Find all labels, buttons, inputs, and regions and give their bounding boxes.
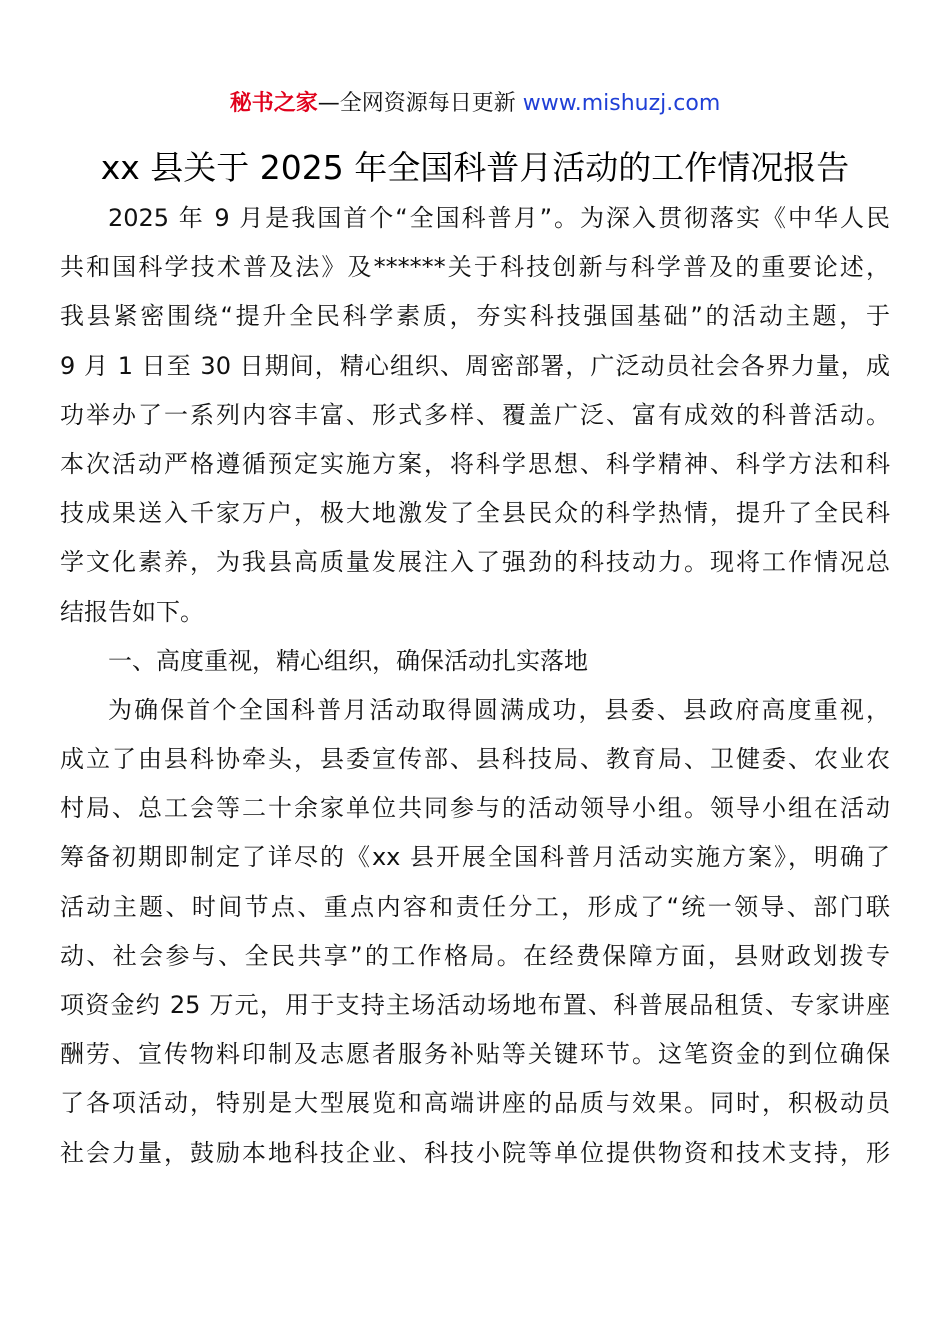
paragraph-line: 为确保首个全国科普月活动取得圆满成功，县委、县政府高度重视， — [108, 695, 890, 724]
paragraph-line: 功举办了一系列内容丰富、形式多样、覆盖广泛、富有成效的科普活动。 — [60, 400, 890, 429]
paragraph-line: 我县紧密围绕“提升全民科学素质，夯实科技强国基础”的活动主题，于 — [60, 302, 890, 331]
paragraph-line: 9 月 1 日至 30 日期间，精心组织、周密部署，广泛动员社会各界力量，成 — [60, 351, 890, 380]
paragraph-line: 动、社会参与、全民共享”的工作格局。在经费保障方面，县财政划拨专 — [60, 941, 890, 970]
paragraph-line: 结报告如下。 — [60, 597, 204, 626]
paragraph-line: 社会力量，鼓励本地科技企业、科技小院等单位提供物资和技术支持，形 — [60, 1138, 890, 1167]
paragraph-line: 筹备初期即制定了详尽的《xx 县开展全国科普月活动实施方案》，明确了 — [60, 843, 890, 872]
site-banner — [0, 88, 950, 120]
paragraph-line: 了各项活动，特别是大型展览和高端讲座的品质与效果。同时，积极动员 — [60, 1089, 890, 1118]
paragraph-line: 项资金约 25 万元，用于支持主场活动场地布置、科普展品租赁、专家讲座 — [60, 991, 890, 1019]
site-url-link[interactable]: www.mishuzj.com — [522, 91, 721, 116]
document-body — [60, 194, 890, 1178]
paragraph-line: 村局、总工会等二十余家单位共同参与的活动领导小组。领导小组在活动 — [60, 794, 890, 823]
document-title: xx 县关于 2025 年全国科普月活动的工作情况报告 — [100, 148, 850, 187]
paragraph-line: 技成果送入千家万户，极大地激发了全县民众的科学热情，提升了全民科 — [60, 499, 890, 528]
section-heading: 一、高度重视，精心组织，确保活动扎实落地 — [108, 646, 588, 675]
paragraph-line: 酬劳、宣传物料印制及志愿者服务补贴等关键环节。这笔资金的到位确保 — [60, 1040, 890, 1069]
paragraph-line: 本次活动严格遵循预定实施方案，将科学思想、科学精神、科学方法和科 — [60, 449, 890, 478]
banner-tagline: —全网资源每日更新 — [317, 91, 523, 116]
paragraph-line: 共和国科学技术普及法》及******关于科技创新与科学普及的重要论述， — [60, 253, 890, 282]
paragraph-line: 活动主题、时间节点、重点内容和责任分工，形成了“统一领导、部门联 — [60, 892, 890, 921]
paragraph-line: 成立了由县科协牵头，县委宣传部、县科技局、教育局、卫健委、农业农 — [60, 745, 890, 774]
brand-name: 秘书之家 — [229, 91, 318, 116]
paragraph-line: 学文化素养，为我县高质量发展注入了强劲的科技动力。现将工作情况总 — [60, 548, 890, 577]
paragraph-line: 2025 年 9 月是我国首个“全国科普月”。为深入贯彻落实《中华人民 — [108, 204, 890, 232]
